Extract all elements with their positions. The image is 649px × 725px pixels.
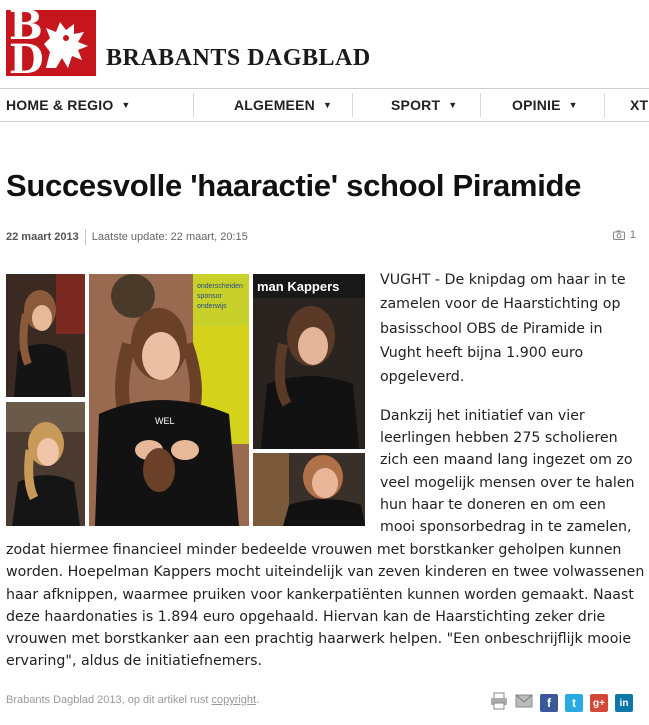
copyright-notice	[6, 694, 259, 706]
chevron-down-icon: ▼	[568, 100, 578, 110]
lead-line: zamelen voor de Haarstichting op	[380, 296, 621, 313]
publish-date: 22 maart 2013	[6, 231, 79, 243]
googleplus-icon[interactable]: g+	[590, 694, 608, 712]
body-line: mooi sponsorbedrag in te zamelen,	[380, 519, 632, 536]
camera-icon	[613, 230, 625, 240]
linkedin-icon[interactable]: in	[615, 694, 633, 712]
meta-divider	[85, 229, 86, 245]
copyright-link[interactable]: copyright	[211, 694, 257, 706]
article-headline: Succesvolle 'haaractie' school Piramide	[6, 168, 582, 203]
masthead	[6, 8, 371, 76]
brand-logo[interactable]	[6, 10, 96, 76]
copyright-prefix: Brabants Dagblad 2013, op dit artikel rust	[6, 694, 212, 706]
nav-item-sport[interactable]	[391, 89, 457, 121]
nav-label: OPINIE	[512, 97, 561, 113]
banner-text: man Kappers	[257, 279, 340, 294]
photo-girl-main	[89, 274, 249, 526]
lion-icon	[36, 16, 94, 72]
photo-girl-3	[253, 274, 365, 449]
body-line: vrouwen met borstkanker aan een prachtig haarwerk helpen. "Een onbeschrijflijk mooie	[6, 631, 632, 648]
copyright-suffix: .	[256, 694, 260, 706]
poster-text: onderscheiden	[197, 283, 243, 290]
article-lead	[380, 268, 640, 389]
poster-text: sponsor	[197, 293, 222, 300]
body-line: haar afknippen, waarmee pruiken voor kankerpatiënten kunnen worden gemaakt. Naast	[6, 586, 634, 603]
nav-item-xtra[interactable]	[630, 89, 648, 121]
brand-name[interactable]: BRABANTS DAGBLAD	[106, 45, 371, 71]
logo-letter-b: B	[9, 10, 43, 49]
last-update: Laatste update: 22 maart, 20:15	[91, 231, 248, 243]
lead-line: basisschool OBS de Piramide in	[380, 320, 603, 337]
share-bar	[490, 692, 633, 714]
body-line: ervaring", aldus de initiatiefnemers.	[6, 653, 263, 670]
body-line: zich een maand lang ingezet om zo	[380, 452, 633, 469]
article-body-continued	[6, 539, 645, 673]
body-line: leerlingen hebben 275 scholieren	[380, 430, 618, 447]
body-line: Dankzij het initiatief van vier	[380, 408, 585, 424]
nav-item-algemeen[interactable]	[234, 89, 332, 121]
lead-line: Vught heeft bijna 1.900 euro	[380, 344, 584, 361]
nav-label: ALGEMEEN	[234, 97, 315, 113]
logo-letter-d: D	[9, 36, 44, 76]
nav-label: SPORT	[391, 97, 441, 113]
chevron-down-icon: ▼	[448, 100, 458, 110]
nav-divider	[604, 93, 605, 117]
chevron-down-icon: ▼	[121, 100, 131, 110]
article-body	[380, 405, 640, 538]
body-line: worden. Hoepelman Kappers mocht uiteindelijk van zeven kinderen en twee volwassenen	[6, 564, 645, 581]
lead-line: opgeleverd.	[380, 369, 465, 386]
body-line: hun haar te doneren en om een	[380, 496, 606, 513]
article-meta	[6, 228, 636, 246]
photo-girl-2	[6, 402, 85, 526]
photo-count: 1	[629, 229, 636, 241]
main-nav	[0, 88, 649, 122]
print-icon[interactable]	[490, 692, 508, 714]
svg-text:WEL: WEL	[155, 416, 175, 426]
twitter-icon[interactable]: t	[565, 694, 583, 712]
nav-label: XT	[630, 97, 649, 113]
photo-count-link[interactable]	[613, 229, 636, 241]
nav-label: HOME & REGIO	[6, 97, 114, 113]
photo-girl-4	[253, 453, 365, 526]
poster-text: onderwijs	[197, 303, 227, 310]
nav-item-home-regio[interactable]	[6, 89, 131, 121]
email-icon[interactable]	[515, 692, 533, 714]
nav-divider	[480, 93, 481, 117]
lead-line: VUGHT - De knipdag om haar in te	[380, 272, 626, 288]
nav-item-opinie[interactable]	[512, 89, 578, 121]
body-line: zodat hiermee financieel minder bedeelde vrouwen met borstkanker geholpen kunnen	[6, 542, 622, 558]
nav-divider	[193, 93, 194, 117]
chevron-down-icon: ▼	[322, 100, 333, 110]
body-line: veel mogelijk mensen over te halen	[380, 474, 635, 491]
photo-girl-1	[6, 274, 85, 397]
nav-divider	[352, 93, 353, 117]
photo-collage[interactable]	[6, 274, 365, 526]
facebook-icon[interactable]: f	[540, 694, 558, 712]
body-line: deze haardonaties is 1.894 euro opgehaald. Hiervan kan de Haarstichting zeker drie	[6, 608, 606, 625]
